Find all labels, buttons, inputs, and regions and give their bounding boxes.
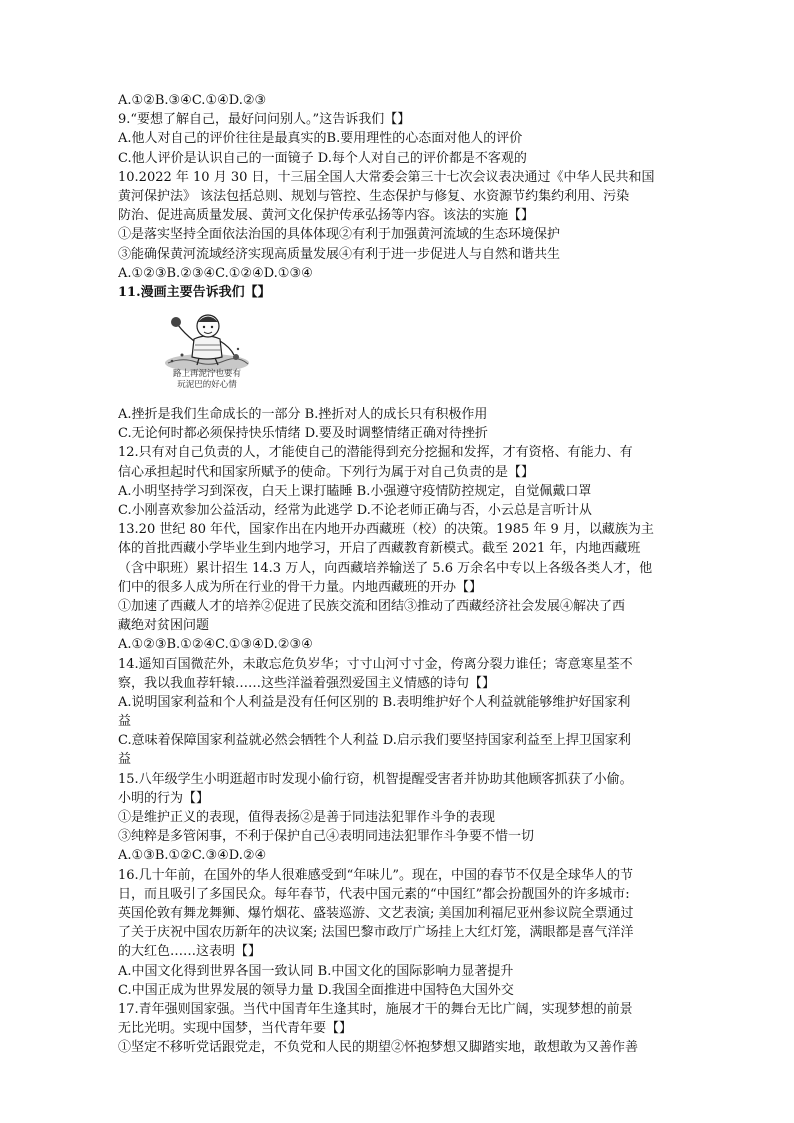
text-line: 9.“要想了解自己，最好问问别人。”这告诉我们【】 <box>118 112 411 128</box>
text-line: 13.20 世纪 80 年代，国家作出在内地开办西藏班（校）的决策。1985 年 9 月，以藏族为主 <box>118 522 654 538</box>
cartoon-illustration <box>152 305 262 399</box>
cartoon-caption-line-1: 路上再泥泞也要有 <box>172 369 241 380</box>
text-line: A.说明国家利益和个人利益是没有任何区别的 B.表明维护好个人利益就能够维护好国家利 <box>118 694 631 710</box>
question-block-before-cartoon <box>118 91 686 302</box>
text-line: 益 <box>118 752 132 768</box>
text-line: C.他人评价是认识自己的一面镜子 D.每个人对自己的评价都是不客观的 <box>118 150 527 166</box>
text-line: 了关于庆祝中国农历新年的决议案; 法国巴黎市政厅广场挂上大红灯笼，满眼都是喜气洋洋 <box>118 925 634 941</box>
text-line: 英国伦敦有舞龙舞狮、爆竹烟花、盛装巡游、文艺表演; 美国加利福尼亚州参议院全票通过 <box>118 905 634 921</box>
text-line: 10.2022 年 10 月 30 日，十三届全国人大常委会第三十七次会议表决通过《中华人民共和国 <box>118 169 655 185</box>
text-line: A.①②③B.①②④C.①③④D.②③④ <box>118 637 313 653</box>
cartoon-caption-line-2: 玩泥巴的好心情 <box>177 380 237 391</box>
text-line: 16.几十年前，在国外的华人很难感受到“年味儿”。现在，中国的春节不仅是全球华人的节 <box>118 867 633 883</box>
text-line: A.他人对自己的评价往往是最真实的B.要用理性的心态面对他人的评价 <box>118 131 523 147</box>
text-line: C.小刚喜欢参加公益活动，经常为此逃学 D.不论老师正确与否，小云总是言听计从 <box>118 503 592 518</box>
text-line: ③能确保黄河流域经济实现高质量发展④有利于进一步促进人与自然和谐共生 <box>118 246 561 262</box>
text-line: 体的首批西藏小学毕业生到内地学习，开启了西藏教育新模式。截至 2021 年，内地西藏班 <box>118 541 641 557</box>
text-line: C.中国正成为世界发展的领导力量 D.我国全面推进中国特色大国外交 <box>118 982 514 998</box>
text-line: A.小明坚持学习到深夜，白天上课打瞌睡 B.小强遵守疫情防控规定，自觉佩戴口罩 <box>118 483 592 499</box>
text-line: 益 <box>118 714 132 730</box>
text-line: A.①②B.③④C.①④D.②③ <box>118 93 267 108</box>
text-line: （含中职班）累计招生 14.3 万人，向西藏培养输送了 5.6 万余名中专以上各级各类人才，他 <box>118 560 653 576</box>
cartoon-caption <box>152 369 262 391</box>
text-line: A.挫折是我们生命成长的一部分 B.挫折对人的成长只有积极作用 <box>118 407 488 423</box>
text-line: 11.漫画主要告诉我们【】 <box>118 284 271 300</box>
text-line: 15.八年级学生小明逛超市时发现小偷行窃，机智提醒受害者并协助其他顾客抓获了小偷。 <box>118 771 633 787</box>
text-line: 防治、促进高质量发展、黄河文化保护传承弘扬等内容。该法的实施【】 <box>118 208 535 224</box>
text-line: ①是维护正义的表现，值得表扬②是善于同违法犯罪作斗争的表现 <box>118 810 496 825</box>
text-line: 察，我以我血荐轩辕……这些洋溢着强烈爱国主义情感的诗句【】 <box>118 675 496 691</box>
text-line: C.意味着保障国家利益就必然会牺牲个人利益 D.启示我们要坚持国家利益至上捍卫国家利 <box>118 733 631 749</box>
text-line: A.①③B.①②C.③④D.②④ <box>118 848 267 864</box>
text-line: 小明的行为【】 <box>118 790 210 806</box>
text-line: 14.遥知百国微茫外，未敢忘危负岁华；寸寸山河寸寸金，侉离分裂力谁任；寄意寒星荃不 <box>118 656 633 672</box>
text-line: 藏绝对贫困问题 <box>118 618 210 634</box>
text-line: ①坚定不移听党话跟党走，不负党和人民的期望②怀抱梦想又脚踏实地，敢想敢为又善作善 <box>118 1040 639 1056</box>
text-line: 日，而且吸引了多国民众。每年春节，代表中国元素的“中国红”都会扮靓国外的许多城市: <box>118 886 630 902</box>
text-line: 黄河保护法》 该法包括总则、规划与管控、生态保护与修复、水资源节约集约利用、污染 <box>118 188 630 204</box>
text-line: 17.青年强则国家强。当代中国青年生逢其时，施展才干的舞台无比广阔，实现梦想的前景 <box>118 1001 633 1017</box>
text-line: 们中的很多人成为所在行业的骨干力量。内地西藏班的开办【】 <box>118 579 483 595</box>
text-line: C.无论何时都必须保持快乐情绪 D.要及时调整情绪正确对待挫折 <box>118 426 488 442</box>
text-line: 信心承担起时代和国家所赋予的使命。下列行为属于对自己负责的是【】 <box>118 464 535 480</box>
text-line: A.①②③B.②③④C.①②④D.①③④ <box>118 265 313 281</box>
text-line: 的大红色……这表明【】 <box>118 944 262 960</box>
text-line: 无比光明。实现中国梦，当代青年要【】 <box>118 1021 353 1037</box>
text-line: 12.只有对自己负责的人，才能使自己的潜能得到充分挖掘和发挥，才有资格、有能力、有 <box>118 445 633 461</box>
question-block-after-cartoon <box>118 405 686 1057</box>
text-line: ①加速了西藏人才的培养②促进了民族交流和团结③推动了西藏经济社会发展④解决了西 <box>118 598 626 614</box>
exam-page <box>118 91 686 1057</box>
text-line: ③纯粹是多管闲事，不利于保护自己④表明同违法犯罪作斗争要不惜一切 <box>118 829 535 845</box>
text-line: ①是落实坚持全面依法治国的具体体现②有利于加强黄河流域的生态环境保护 <box>118 227 561 243</box>
text-line: A.中国文化得到世界各国一致认同 B.中国文化的国际影响力显著提升 <box>118 963 514 979</box>
